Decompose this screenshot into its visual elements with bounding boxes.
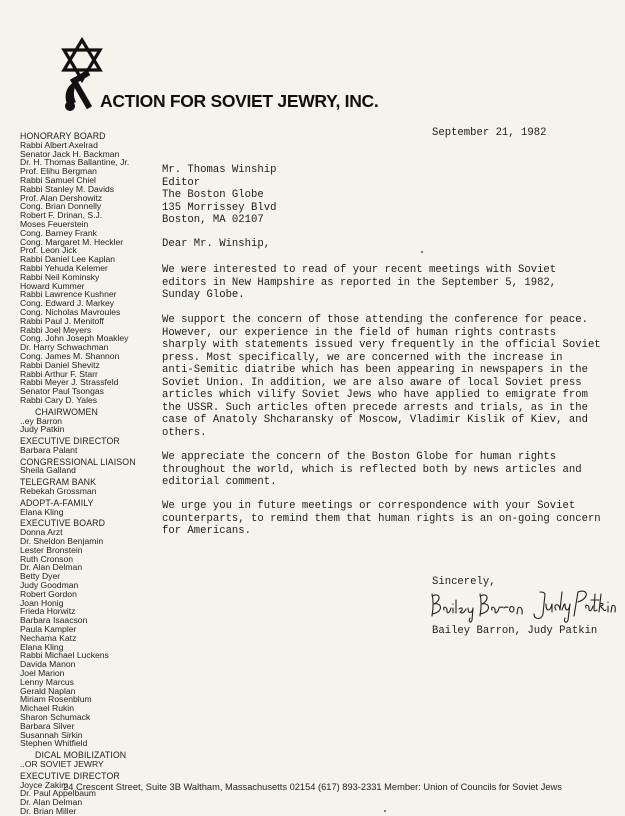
handwritten-signature — [428, 588, 618, 624]
salutation: Dear Mr. Winship, — [162, 238, 271, 250]
sidebar-section — [20, 751, 155, 769]
sidebar-name: Davida Manon — [20, 659, 76, 670]
sidebar-name: Miriam Rosenblum — [20, 694, 92, 705]
sidebar-name: Stephen Whitfield — [20, 738, 88, 749]
sidebar-name: Cong. Barney Frank — [20, 227, 97, 238]
sidebar-name: Frieda Horwitz — [20, 606, 76, 617]
sidebar-name: Lenny Marcus — [20, 676, 74, 687]
paragraph-line: We appreciate the concern of the Boston Globe for human rights — [162, 451, 557, 463]
paragraph-line: anti-Semitic diatribe which has been appearing in newspapers in the — [162, 364, 588, 376]
paragraph-2 — [162, 314, 601, 439]
sidebar-section — [20, 499, 155, 517]
paragraph-line: We were interested to read of your recent meetings with Soviet — [162, 264, 557, 276]
sidebar-name: Rabbi Neil Kominsky — [20, 271, 100, 282]
sidebar-section — [20, 458, 155, 476]
sidebar-heading: EXECUTIVE DIRECTOR — [20, 436, 120, 447]
star-of-david-hammer-sickle-icon — [58, 36, 106, 114]
sidebar-name: Cong. Nicholas Mavroules — [20, 306, 121, 317]
sidebar-name: Dr. Brian Miller — [20, 805, 77, 816]
sidebar-name: Lester Bronstein — [20, 544, 83, 555]
sidebar-name: Barbara Isaacson — [20, 615, 88, 626]
sidebar-name: Robert F. Drinan, S.J. — [20, 210, 103, 221]
sidebar-name: Prof. Leon Jick — [20, 245, 77, 256]
sidebar-name: Howard Kummer — [20, 280, 85, 291]
sidebar-name: Rabbi Yehuda Kelemer — [20, 262, 108, 273]
paragraph-line: editors in New Hampshire as reported in the September 5, 1982, — [162, 276, 557, 289]
paragraph-line: sharply with statements issued very frequently in the official Soviet — [162, 339, 601, 351]
sidebar-heading: CHAIRWOMEN — [35, 406, 98, 417]
address-line: Boston, MA 02107 — [162, 214, 264, 226]
sidebar-name: Rabbi Michael Luckens — [20, 650, 109, 661]
sidebar-name: Joyce Zakim — [20, 779, 69, 790]
sidebar-section — [20, 478, 155, 496]
paragraph-line: We support the concern of those attending the conference for peace. — [162, 314, 588, 326]
sidebar-name: Dr. Sheldon Benjamin — [20, 536, 104, 547]
sidebar-name: Rabbi Arthur F. Starr — [20, 368, 98, 379]
sidebar-name: Michael Rukin — [20, 703, 74, 714]
paragraph-line: We urge you in future meetings or correspondence with your Soviet — [162, 500, 576, 512]
sidebar-section — [20, 437, 155, 455]
sidebar-name: Dr. H. Thomas Ballantine, Jr. — [20, 157, 130, 168]
paragraph-line: articles which vilify Soviet Jews who have applied to emigrate from — [162, 389, 588, 401]
sidebar-heading: HONORARY BOARD — [20, 131, 106, 141]
paper-speck — [384, 810, 386, 812]
paragraph-line: case of Anatoly Shcharansky of Moscow, Vladimir Kislik of Kiev, and — [162, 414, 588, 426]
sidebar-name: Elana Kling — [20, 506, 64, 517]
sidebar-name: Senator Jack H. Backman — [20, 148, 120, 159]
paragraph-line: for Americans. — [162, 525, 252, 537]
paragraph-3 — [162, 451, 594, 489]
paragraph-line: press. Most specifically, we are concerned with the increase in — [162, 351, 563, 364]
sidebar-name: Cong. James M. Shannon — [20, 350, 120, 361]
sidebar-name: Dr. Harry Schwachman — [20, 342, 109, 353]
sidebar-name: Betty Dyer — [20, 571, 61, 582]
address-line: 135 Morrissey Blvd — [162, 201, 277, 214]
sidebar-name: Rabbi Daniel Shevitz — [20, 359, 100, 370]
sidebar-name: Cong. Edward J. Markey — [20, 298, 115, 309]
sidebar-name: Rebekah Grossman — [20, 486, 97, 497]
sidebar-heading: CONGRESSIONAL LIAISON — [20, 456, 136, 467]
recipient-address — [162, 164, 276, 227]
paragraph-line: editorial comment. — [162, 476, 277, 488]
org-name: ACTION FOR SOVIET JEWRY, INC. — [100, 91, 379, 111]
sidebar-name: Joan Honig — [20, 597, 64, 608]
signer-names: Bailey Barron, Judy Patkin — [432, 625, 598, 637]
sidebar-name: Rabbi Albert Axelrad — [20, 139, 98, 150]
sidebar-name: Rabbi Paul J. Menitoff — [20, 315, 104, 326]
sidebar-name: Prof. Elihu Bergman — [20, 166, 97, 177]
sidebar-name: Rabbi Lawrence Kushner — [20, 289, 117, 300]
sidebar-heading: TELEGRAM BANK — [20, 477, 97, 488]
sidebar-name: Elana Kling — [20, 641, 64, 652]
sidebar-name: Nechama Katz — [20, 632, 77, 643]
sidebar-name: Cong. Brian Donnelly — [20, 201, 102, 212]
address-line: Editor — [162, 176, 201, 189]
paragraph-4 — [162, 500, 601, 538]
sidebar-section — [20, 772, 155, 816]
sidebar-name: Rabbi Meyer J. Strassfeld — [20, 377, 119, 388]
sidebar-name: Dr. Alan Delman — [20, 797, 83, 808]
sidebar-name: Barbara Palant — [20, 444, 78, 455]
letter-date: September 21, 1982 — [432, 127, 547, 139]
sidebar-name: Robert Gordon — [20, 588, 77, 599]
paragraph-line: others. — [162, 426, 207, 439]
sidebar-name: Sheila Galland — [20, 465, 76, 476]
sidebar-name: Susannah Sirkin — [20, 729, 83, 740]
sidebar-heading: ADOPT-A-FAMILY — [20, 497, 94, 508]
paragraph-line: Sunday Globe. — [162, 289, 245, 301]
sidebar-name: Judy Patkin — [20, 424, 65, 435]
sidebar-name: Prof. Alan Dershowitz — [20, 192, 103, 203]
sidebar-name: Dr. Paul Appelbaum — [20, 788, 96, 799]
board-sidebar — [20, 132, 155, 816]
sidebar-section — [20, 132, 155, 405]
sidebar-name: Joel Marion — [20, 668, 65, 679]
sidebar-section — [20, 519, 155, 748]
sidebar-name: Rabbi Joel Meyers — [20, 324, 92, 335]
sidebar-name: Dr. Alan Delman — [20, 562, 83, 573]
sidebar-name: ..ey Barron — [20, 415, 63, 426]
sidebar-name: Rabbi Daniel Lee Kaplan — [20, 254, 116, 265]
paragraph-line: the USSR. Such articles often precede arrests and trials, as in the — [162, 401, 588, 414]
closing: Sincerely, — [432, 576, 496, 588]
sidebar-heading: DICAL MOBILIZATION — [35, 750, 127, 761]
paragraph-1 — [162, 264, 594, 302]
sidebar-name: Ruth Cronson — [20, 553, 74, 564]
sidebar-name: Cong. John Joseph Moakley — [20, 333, 129, 344]
sidebar-section — [20, 408, 155, 434]
sidebar-name: Paula Kampler — [20, 624, 77, 635]
paragraph-line: throughout the world, which is reflected both by news articles and — [162, 463, 582, 476]
sidebar-name: Judy Goodman — [20, 580, 79, 591]
sidebar-name: Gerald Naplan — [20, 685, 76, 696]
sidebar-name: Sharon Schumack — [20, 712, 91, 722]
sidebar-name: Cong. Margaret M. Heckler — [20, 236, 124, 247]
sidebar-name: Rabbi Cary D. Yales — [20, 394, 98, 405]
paper-speck — [421, 251, 423, 253]
address-line: The Boston Globe — [162, 189, 264, 201]
sidebar-name: Donna Arzt — [20, 527, 63, 538]
address-line: Mr. Thomas Winship — [162, 164, 277, 176]
sidebar-name: Rabbi Samuel Chiel — [20, 174, 96, 185]
paragraph-line: counterparts, to remind them that human rights is an on-going concern — [162, 512, 601, 525]
sidebar-name: Senator Paul Tsongas — [20, 386, 104, 397]
sidebar-name: Moses Feuerstein — [20, 218, 89, 229]
footer-address: 24 Crescent Street, Suite 3B Waltham, Massachusetts 02154 (617) 893-2331 Member: Union of Councils for Soviet Jews — [63, 782, 562, 792]
paragraph-line: However, our experience in the field of human rights contrasts — [162, 326, 557, 339]
paragraph-line: Soviet Union. In addition, we are also aware of local Soviet press — [162, 376, 582, 389]
sidebar-name: Barbara Silver — [20, 720, 75, 731]
sidebar-name: ..OR SOVIET JEWRY — [20, 758, 104, 769]
sidebar-name: Rabbi Stanley M. Davids — [20, 183, 115, 194]
sidebar-heading: EXECUTIVE DIRECTOR — [20, 770, 120, 781]
sidebar-heading: EXECUTIVE BOARD — [20, 518, 106, 529]
